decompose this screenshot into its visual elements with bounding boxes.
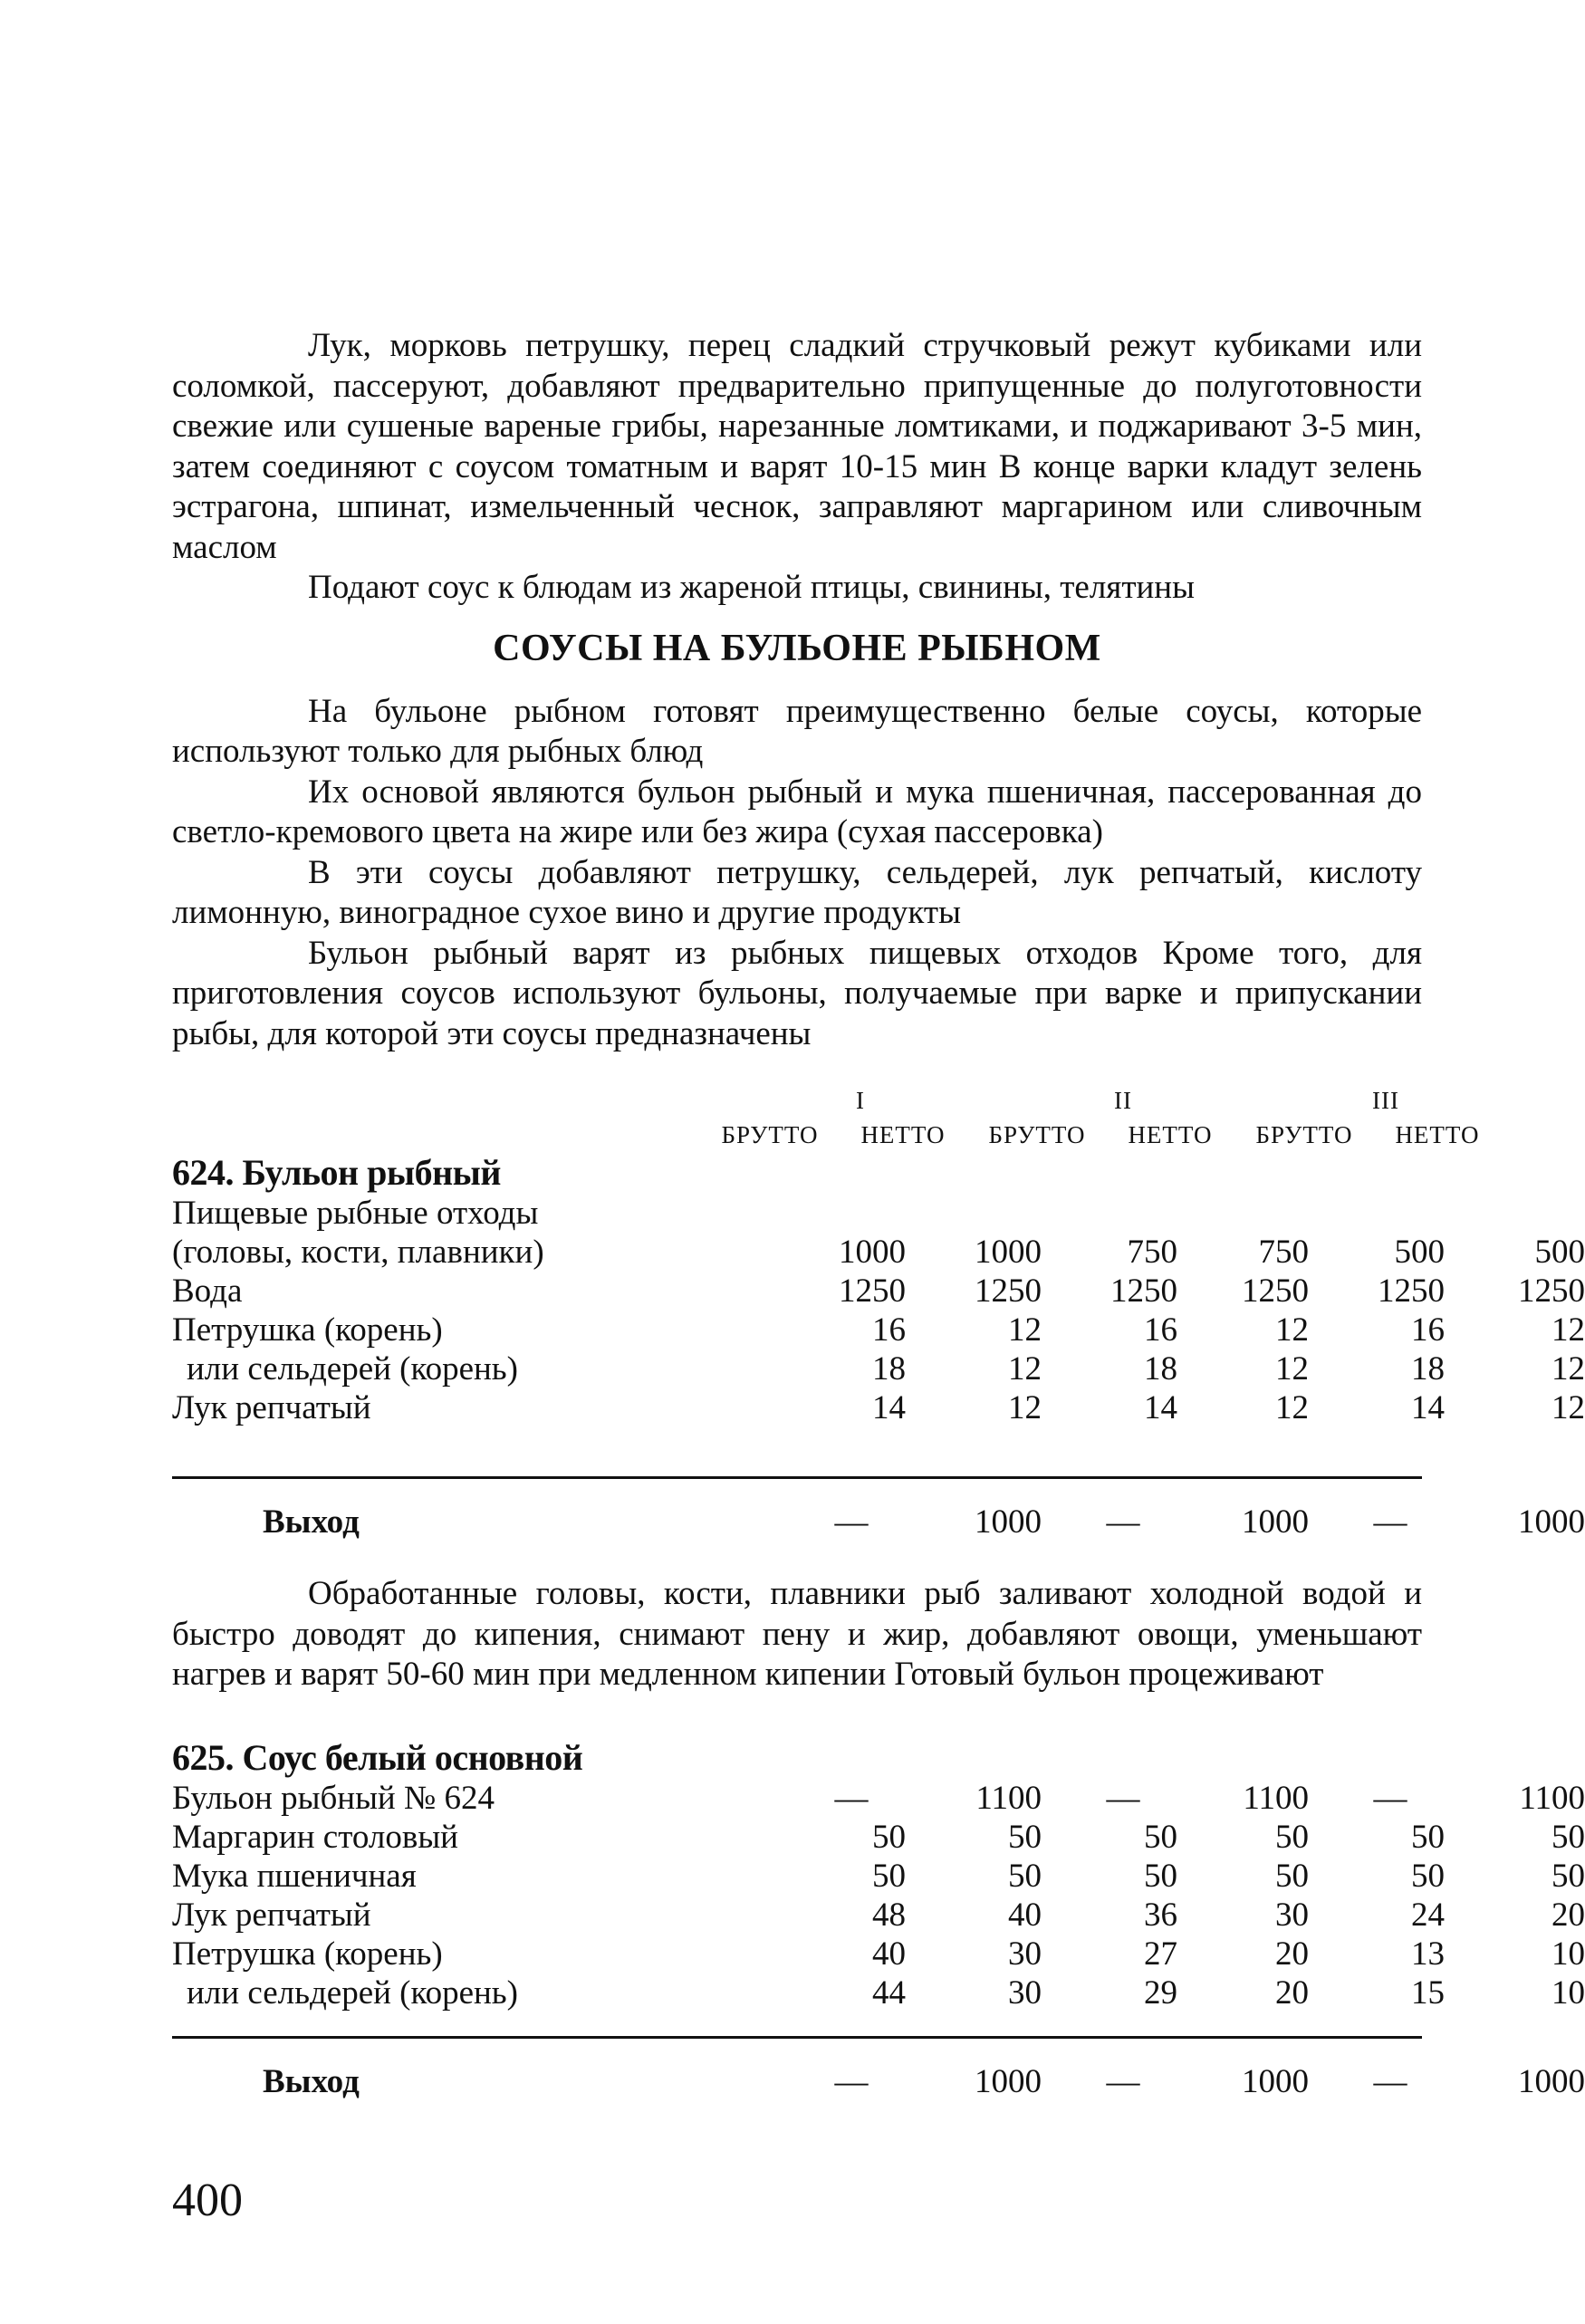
ingredient-value: 50 <box>1275 1857 1309 1895</box>
ingredient-row <box>172 1349 1585 1388</box>
ingredient-row <box>172 1311 1585 1349</box>
ingredient-value: 1100 <box>1519 1779 1585 1817</box>
ingredient-name: Пищевые рыбные отходы <box>172 1195 539 1232</box>
ingredient-value: 1250 <box>975 1272 1042 1310</box>
ingredient-value: 48 <box>872 1896 906 1934</box>
ingredient-value: 16 <box>1144 1311 1177 1349</box>
ingredient-row <box>172 1779 1585 1818</box>
recipe-624-divider <box>172 1476 1422 1479</box>
ingredient-value: 50 <box>1008 1857 1042 1895</box>
ingredient-value: 20 <box>1275 1973 1309 2012</box>
ingredient-name: Петрушка (корень) <box>172 1311 443 1349</box>
ingredient-value: 750 <box>1127 1234 1177 1271</box>
ingredient-value: 50 <box>1008 1818 1042 1856</box>
ingredient-value: 500 <box>1534 1234 1585 1271</box>
section-paragraph-1: На бульоне рыбном готовят преимущественно белые соусы, которые используют только для рыбных блюд <box>172 692 1422 770</box>
ingredient-value: 20 <box>1275 1935 1309 1973</box>
ingredient-row <box>172 1896 1585 1935</box>
ingredient-value: 14 <box>1411 1389 1445 1426</box>
column-subhead-5: БРУТТО <box>1255 1121 1353 1148</box>
section-paragraph-3: В эти соусы добавляют петрушку, сельдерей, лук репчатый, кислоту лимонную, виноградное сухое вино и другие продукты <box>172 853 1422 931</box>
ingredient-value: 12 <box>1275 1350 1309 1388</box>
recipe-624-pre-row <box>172 1194 1422 1233</box>
section-paragraph-2: Их основой являются бульон рыбный и мука пшеничная, пассерованная до светло-кремового цвета на жире или без жира (сухая пассеровка) <box>172 773 1422 850</box>
recipe-624-title: 624. Бульон рыбный <box>172 1152 501 1193</box>
ingredient-name: Маргарин столовый <box>172 1818 458 1856</box>
yield-value: 1000 <box>1518 2062 1585 2100</box>
ingredient-value: 18 <box>872 1350 906 1388</box>
yield-value: — <box>1373 1503 1407 1541</box>
yield-value: 1000 <box>975 1503 1042 1541</box>
column-subhead-2: НЕТТО <box>860 1121 946 1148</box>
ingredient-row <box>172 1973 1585 2012</box>
ingredient-value: 50 <box>1144 1818 1177 1856</box>
ingredient-row <box>172 1857 1585 1896</box>
ingredient-value: 1100 <box>1243 1779 1309 1817</box>
ingredient-value: 14 <box>872 1389 906 1426</box>
intro-paragraph-1: Лук, морковь петрушку, перец сладкий стручковый режут кубиками или соломкой, пассеруют, добавляют предварительно припущенные до полуготовности свежие или сушеные вареные грибы, нарезанные ломтиками, и поджаривают 3-5 мин, затем соединяют с соусом томатным и варят 10-15 мин В конце варки кладут зелень эстрагона, шпинат, измельченный чеснок, заправляют маргарином или сливочным маслом <box>172 327 1422 566</box>
ingredient-row <box>172 1935 1585 1973</box>
yield-value: 1000 <box>1518 1503 1585 1541</box>
yield-value: — <box>1106 2062 1140 2100</box>
ingredient-value: 14 <box>1144 1389 1177 1426</box>
ingredient-value: 12 <box>1008 1389 1042 1426</box>
ingredient-value: 12 <box>1275 1311 1309 1349</box>
ingredient-name: или сельдерей (корень) <box>187 1350 519 1388</box>
ingredient-value: 1100 <box>975 1779 1042 1817</box>
column-headers <box>172 1087 1480 1152</box>
ingredient-value: 12 <box>1008 1311 1042 1349</box>
ingredient-value: 27 <box>1144 1935 1177 1973</box>
ingredient-name: Вода <box>172 1272 243 1310</box>
recipe-624-rows <box>172 1233 1585 1427</box>
ingredient-value: 18 <box>1144 1350 1177 1388</box>
yield-label: Выход <box>263 1503 360 1541</box>
ingredient-value: 30 <box>1008 1973 1042 2012</box>
ingredient-value: 50 <box>1411 1857 1445 1895</box>
ingredient-value: 30 <box>1275 1896 1309 1934</box>
ingredient-value: 10 <box>1551 1973 1585 2012</box>
ingredient-name: Лук репчатый <box>172 1896 371 1934</box>
yield-label: Выход <box>263 2062 360 2100</box>
ingredient-value: 50 <box>1275 1818 1309 1856</box>
ingredient-name: Петрушка (корень) <box>172 1935 443 1973</box>
ingredient-value: 12 <box>1551 1311 1585 1349</box>
yield-value: 1000 <box>1242 1503 1309 1541</box>
ingredient-value: 40 <box>872 1935 906 1973</box>
column-subhead-6: НЕТТО <box>1395 1121 1480 1148</box>
section-title: СОУСЫ НА БУЛЬОНЕ РЫБНОМ <box>493 627 1101 669</box>
ingredient-value: — <box>1106 1779 1140 1817</box>
ingredient-value: 50 <box>1411 1818 1445 1856</box>
ingredient-value: 750 <box>1258 1234 1309 1271</box>
recipe-625-rows <box>172 1779 1585 2012</box>
ingredient-value: 1000 <box>975 1234 1042 1271</box>
yield-value: 1000 <box>975 2062 1042 2100</box>
ingredient-value: 18 <box>1411 1350 1445 1388</box>
ingredient-value: 40 <box>1008 1896 1042 1934</box>
yield-value: — <box>834 2062 869 2100</box>
ingredient-value: 50 <box>1144 1857 1177 1895</box>
recipe-625-divider <box>172 2036 1422 2039</box>
ingredient-value: 12 <box>1275 1389 1309 1426</box>
recipe-625-yield-row <box>172 2062 1585 2101</box>
page-number: 400 <box>172 2175 243 2226</box>
recipe-625-title: 625. Соус белый основной <box>172 1736 583 1778</box>
ingredient-value: 36 <box>1144 1896 1177 1934</box>
ingredient-value: 50 <box>872 1818 906 1856</box>
intro-paragraph-2: Подают соус к блюдам из жареной птицы, свинины, телятины <box>308 569 1195 606</box>
ingredient-value: 29 <box>1144 1973 1177 2012</box>
ingredient-value: 20 <box>1551 1896 1585 1934</box>
column-group-2: II <box>1114 1087 1132 1114</box>
recipe-625-table <box>172 1736 1585 2101</box>
yield-value: — <box>1106 1503 1140 1541</box>
ingredient-name: Мука пшеничная <box>172 1857 417 1895</box>
ingredient-value: 12 <box>1008 1350 1042 1388</box>
ingredient-value: 1250 <box>1518 1272 1585 1310</box>
ingredient-value: 50 <box>872 1857 906 1895</box>
ingredient-value: 1250 <box>1242 1272 1309 1310</box>
ingredient-value: 16 <box>872 1311 906 1349</box>
ingredient-value: 44 <box>872 1973 906 2012</box>
ingredient-value: 16 <box>1411 1311 1445 1349</box>
ingredient-value: 12 <box>1551 1389 1585 1426</box>
ingredient-name: или сельдерей (корень) <box>187 1973 519 2012</box>
ingredient-value: 12 <box>1551 1350 1585 1388</box>
ingredient-value: 30 <box>1008 1935 1042 1973</box>
ingredient-value: — <box>1373 1779 1407 1817</box>
ingredient-row <box>172 1818 1585 1857</box>
ingredient-value: 1250 <box>839 1272 906 1310</box>
ingredient-name: (головы, кости, плавники) <box>172 1234 544 1271</box>
yield-value: — <box>1373 2062 1407 2100</box>
recipe-624-yield-row <box>172 1503 1585 1541</box>
ingredient-value: 1250 <box>1110 1272 1177 1310</box>
ingredient-row <box>172 1388 1585 1427</box>
recipe-624-table <box>172 1152 1585 1541</box>
ingredient-value: 10 <box>1551 1935 1585 1973</box>
section-paragraph-4: Бульон рыбный варят из рыбных пищевых отходов Кроме того, для приготовления соусов используют бульоны, получаемые при варке и припускании рыбы, для которой эти соусы предназначены <box>172 934 1422 1052</box>
column-subhead-4: НЕТТО <box>1128 1121 1213 1148</box>
ingredient-value: 1250 <box>1378 1272 1445 1310</box>
column-subhead-3: БРУТТО <box>988 1121 1086 1148</box>
ingredient-row <box>172 1233 1585 1272</box>
ingredient-value: 50 <box>1551 1818 1585 1856</box>
ingredient-row <box>172 1272 1585 1311</box>
ingredient-value: 500 <box>1394 1234 1445 1271</box>
column-group-3: III <box>1372 1087 1399 1114</box>
ingredient-value: — <box>834 1779 869 1817</box>
ingredient-value: 13 <box>1411 1935 1445 1973</box>
ingredient-value: 1000 <box>839 1234 906 1271</box>
page-body <box>172 326 1585 2101</box>
ingredient-name: Бульон рыбный № 624 <box>172 1779 495 1817</box>
column-subhead-1: БРУТТО <box>721 1121 819 1148</box>
ingredient-value: 50 <box>1551 1857 1585 1895</box>
yield-value: — <box>834 1503 869 1541</box>
ingredient-value: 24 <box>1411 1896 1445 1934</box>
ingredient-name: Лук репчатый <box>172 1389 371 1426</box>
column-group-1: I <box>856 1087 865 1114</box>
recipe-624-method: Обработанные головы, кости, плавники рыб заливают холодной водой и быстро доводят до кипения, снимают пену и жир, добавляют овощи, уменьшают нагрев и варят 50-60 мин при медленном кипении Готовый бульон процеживают <box>172 1575 1422 1693</box>
ingredient-value: 15 <box>1411 1973 1445 2012</box>
yield-value: 1000 <box>1242 2062 1309 2100</box>
